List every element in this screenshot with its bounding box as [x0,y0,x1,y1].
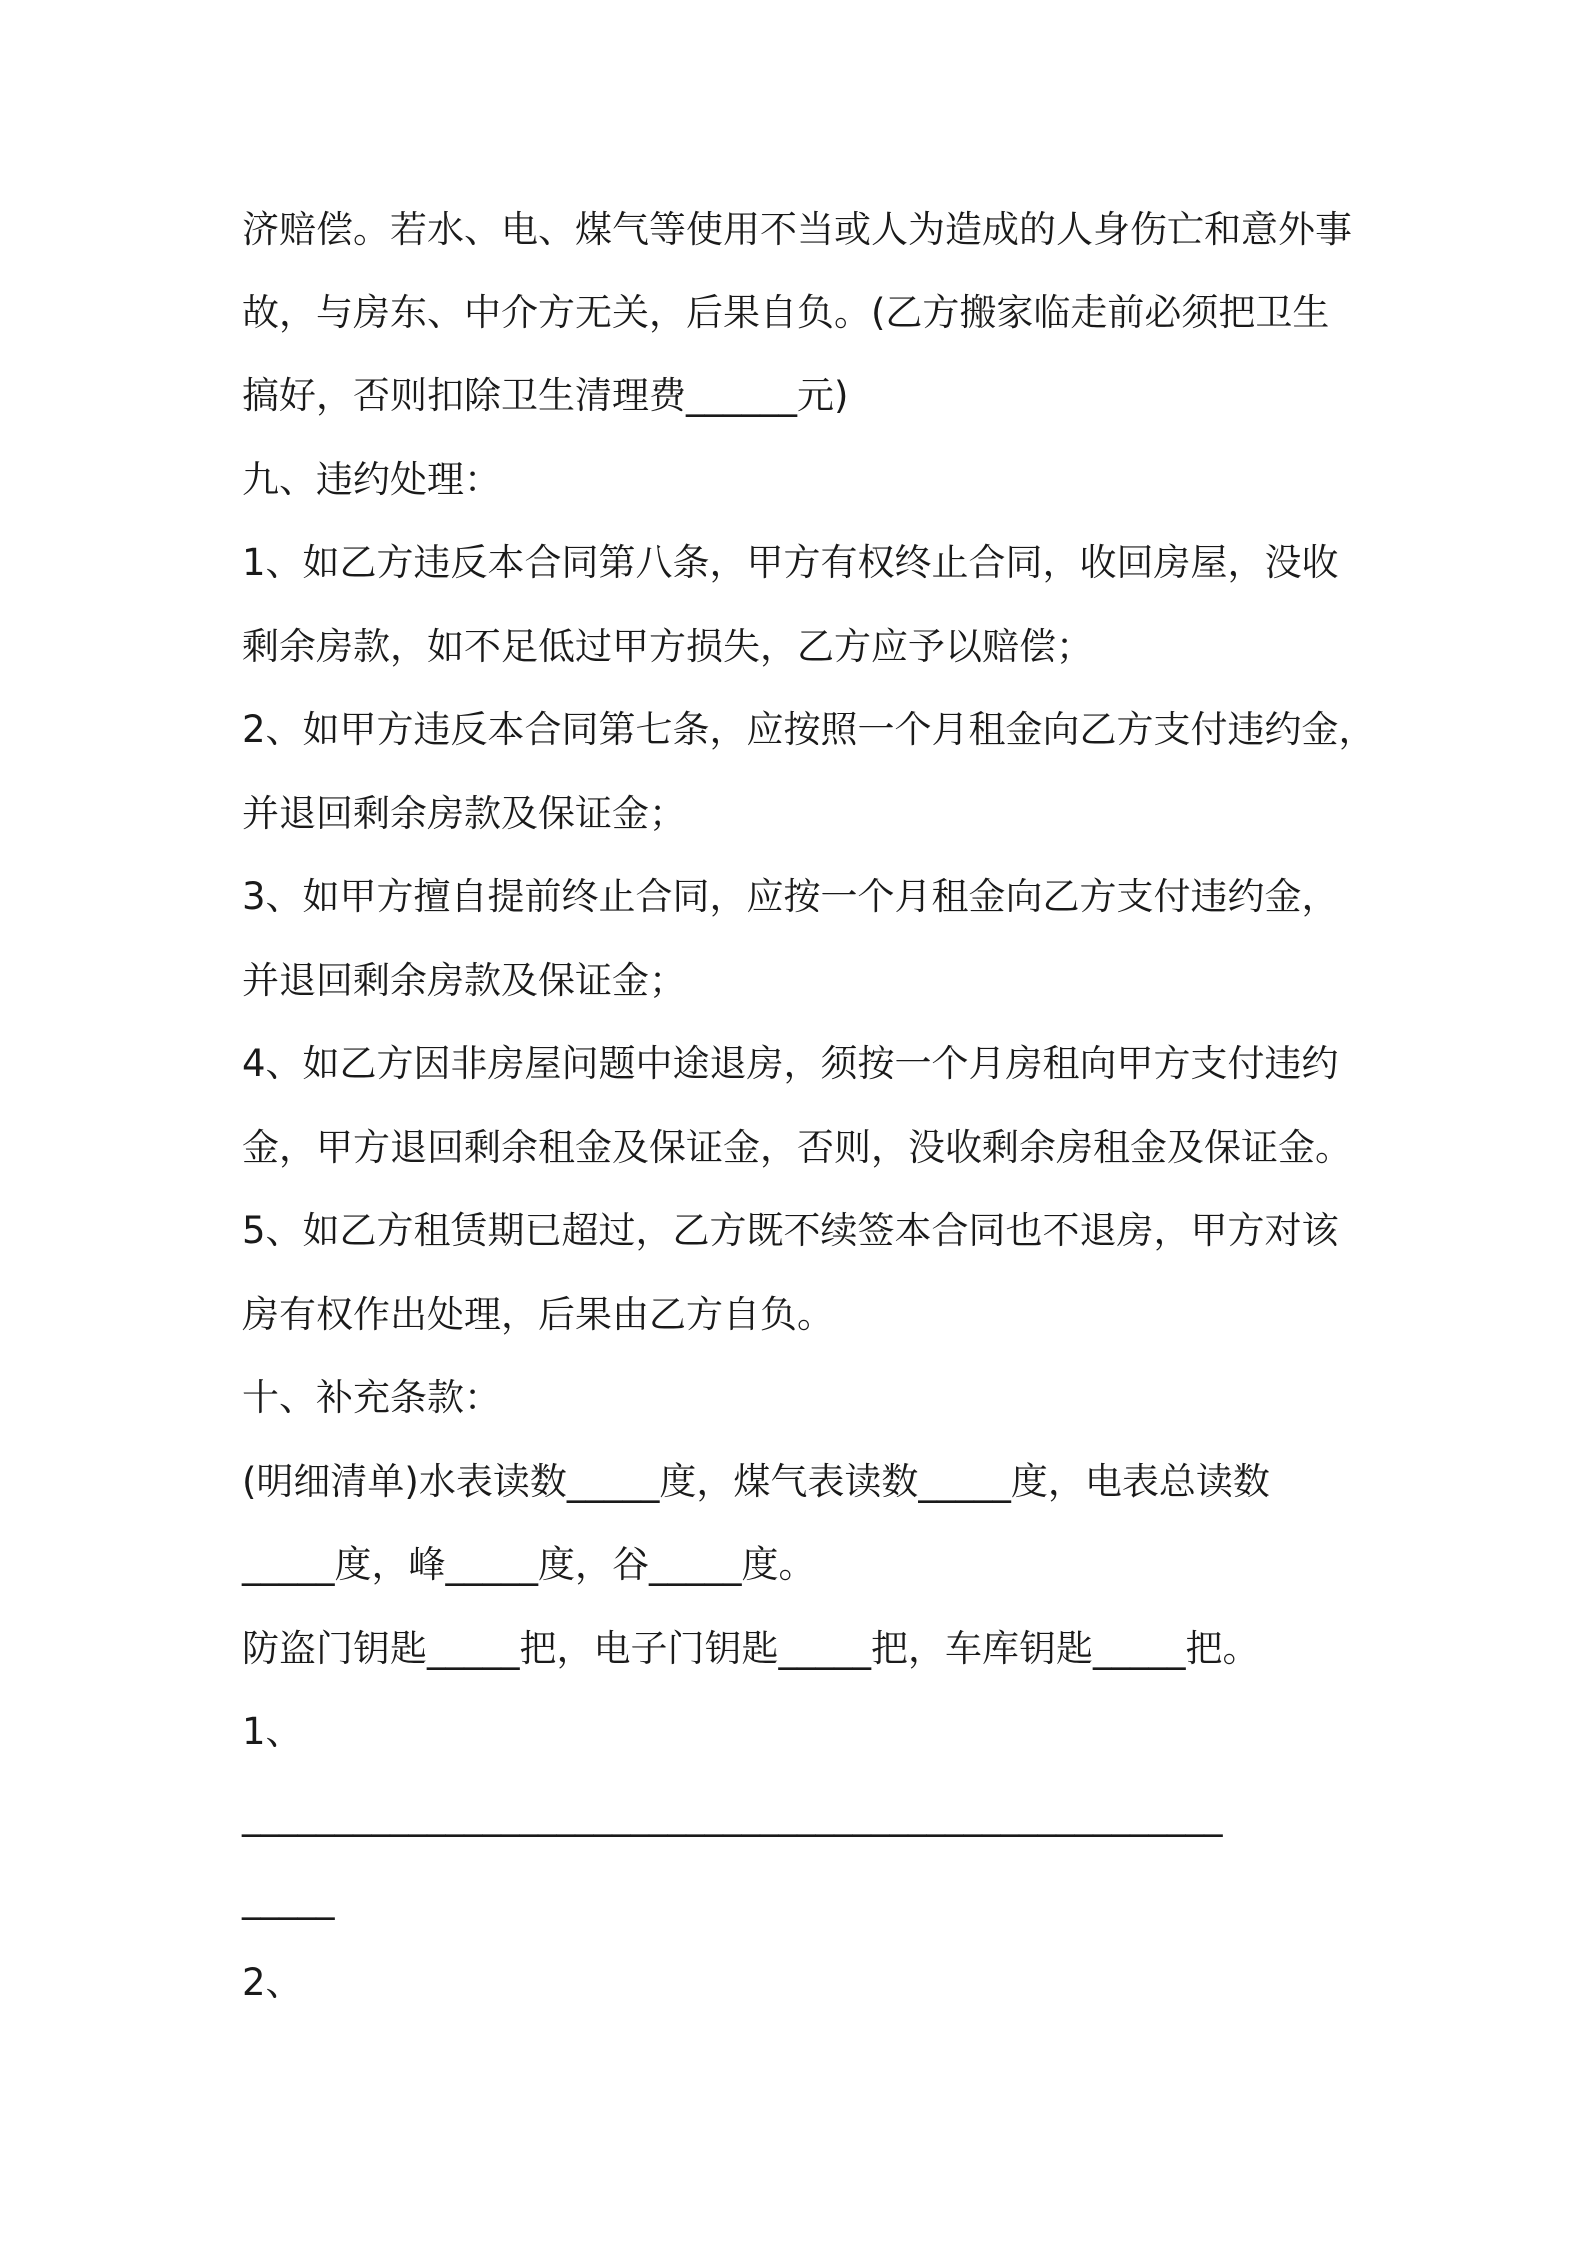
list-number: 1、 [242,1710,303,1753]
section-heading: 九、违约处理： [242,458,501,501]
text-line: 金，甲方退回剩余租金及保证金，否则，没收剩余房租金及保证金。 [242,1126,1352,1169]
text-line: _____度，峰_____度，谷_____度。 [242,1543,816,1586]
blank-underline: _____________________________________________________ [242,1794,1223,1837]
section-heading: 十、补充条款： [242,1376,501,1419]
text-line: 并退回剩余房款及保证金； [242,959,686,1002]
text-line: 3、如甲方擅自提前终止合同，应按一个月租金向乙方支付违约金， [242,875,1339,918]
text-line: 2、如甲方违反本合同第七条，应按照一个月租金向乙方支付违约金， [242,708,1376,751]
list-number: 2、 [242,1961,303,2004]
blank-underline: _____ [242,1877,335,1920]
text-line: (明细清单)水表读数_____度，煤气表读数_____度，电表总读数 [242,1460,1270,1503]
text-line: 故，与房东、中介方无关，后果自负。(乙方搬家临走前必须把卫生 [242,291,1330,334]
text-line: 并退回剩余房款及保证金； [242,792,686,835]
text-line: 搞好，否则扣除卫生清理费______元) [242,374,849,417]
text-line: 济赔偿。若水、电、煤气等使用不当或人为造成的人身伤亡和意外事 [242,208,1352,251]
text-line: 1、如乙方违反本合同第八条，甲方有权终止合同，收回房屋，没收 [242,541,1339,584]
text-line: 防盗门钥匙_____把，电子门钥匙_____把，车库钥匙_____把。 [242,1627,1260,1670]
text-line: 剩余房款，如不足低过甲方损失，乙方应予以赔偿； [242,625,1093,668]
text-line: 4、如乙方因非房屋问题中途退房，须按一个月房租向甲方支付违约 [242,1042,1339,1085]
text-line: 5、如乙方租赁期已超过，乙方既不续签本合同也不退房，甲方对该 [242,1209,1339,1252]
text-line: 房有权作出处理，后果由乙方自负。 [242,1293,834,1336]
